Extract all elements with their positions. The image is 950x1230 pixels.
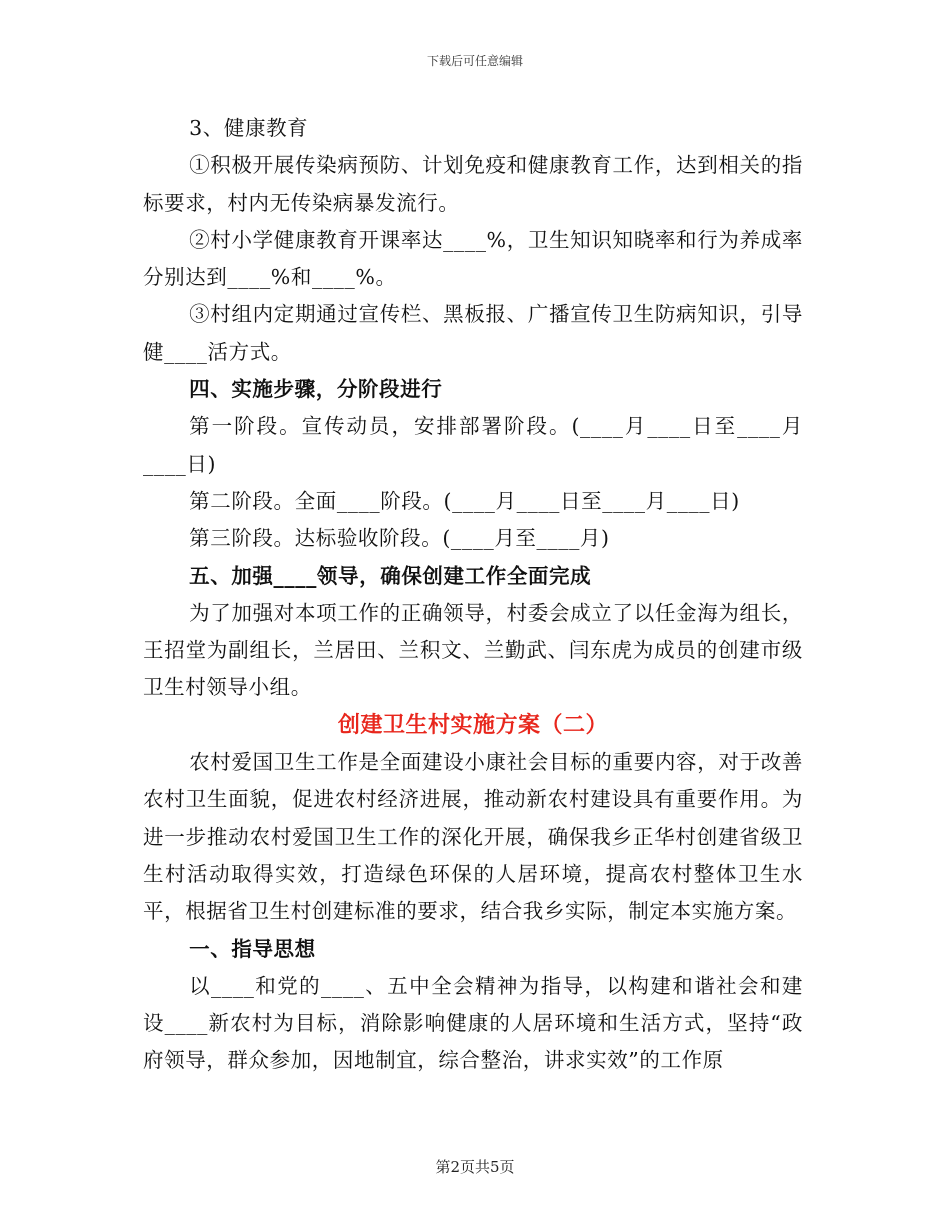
paragraph-item-3: ③村组内定期通过宣传栏、黑板报、广播宣传卫生防病知识，引导健____活方式。 [143, 302, 803, 364]
paragraph-stage-2: 第二阶段。全面____阶段。(____月____日至____月____日) [189, 488, 740, 513]
section-heading-health-education: 3、健康教育 [189, 116, 309, 140]
paragraph-guiding-thought: 以____和党的____、五中全会精神为指导，以构建和谐社会和建设____新农村为目标，消除影响健康的人居环境和生活方式，坚持“政府领导，群众参加，因地制宜，综合整治，讲求实效”的工作原 [143, 973, 803, 1073]
section-heading-leadership: 五、加强____领导，确保创建工作全面完成 [189, 563, 592, 588]
page-number: 第2页共5页 [435, 1158, 515, 1176]
section-heading-guiding-thought: 一、指导思想 [189, 936, 316, 961]
page-header: 下载后可任意编辑 [426, 54, 523, 68]
document-body [143, 110, 803, 1080]
paragraph-item-1: ①积极开展传染病预防、计划免疫和健康教育工作，达到相关的指标要求，村内无传染病暴发流行。 [143, 153, 803, 215]
paragraph-stage-1: 第一阶段。宣传动员，安排部署阶段。(____月____日至____月____日) [143, 414, 803, 476]
document-title: 创建卫生村实施方案（二） [337, 711, 608, 738]
paragraph-introduction: 农村爱国卫生工作是全面建设小康社会目标的重要内容，对于改善农村卫生面貌，促进农村经济进展，推动新农村建设具有重要作用。为进一步推动农村爱国卫生工作的深化开展，确保我乡正华村创建省级卫生村活动取得实效，打造绿色环保的人居环境，提高农村整体卫生水平，根据省卫生村创建标准的要求，结合我乡实际，制定本实施方案。 [143, 750, 803, 924]
section-heading-implementation-steps: 四、实施步骤，分阶段进行 [189, 377, 443, 402]
paragraph-item-2: ②村小学健康教育开课率达____%，卫生知识知晓率和行为养成率分别达到____%和____%。 [143, 227, 803, 290]
paragraph-leadership-group: 为了加强对本项工作的正确领导，村委会成立了以任金海为组长，王招堂为副组长，兰居田、兰积文、兰勤武、闫东虎为成员的创建市级卫生村领导小组。 [143, 600, 803, 700]
paragraph-stage-3: 第三阶段。达标验收阶段。(____月至____月) [189, 526, 610, 551]
